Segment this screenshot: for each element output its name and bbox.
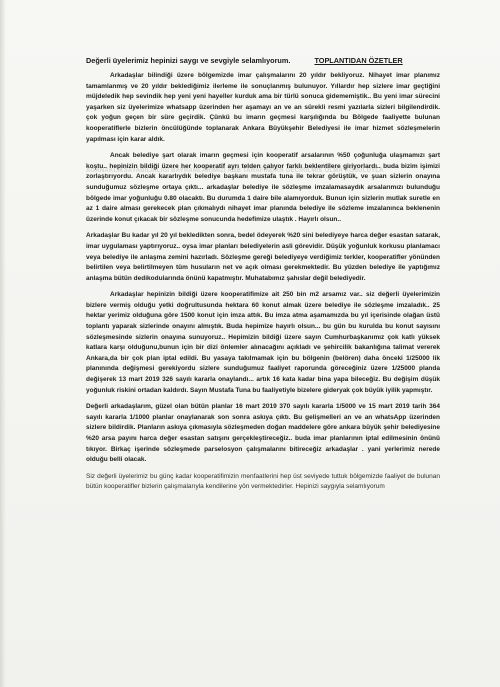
bleed-through-text: AGANAKLIKSAYABILIRLIGI BAYRAMLARIMIZI ABB TARAFINDAN GECIRILMIS OLMA KOSULUYLA xyxy=(86,168,384,174)
paragraph-bedel: Arkadaşlar Bu kadar yıl 20 yıl bekledikten sonra, bedel ödeyerek %20 sini belediyeye harca değer esastan satarak, imar uygulaması yaptırıyoruz.. oysa imar planları belediyelerin asli görevidir. Düşük yoğunluk korkusu planlamacı veya belediye ile anlaşma zemini hazırladı. Sözleşme gereği belediyeye verdiğimiz terkler, kooperatifler yönünden belirtilen veya belirtilmeyen tüm husuların net ve açık olması gerekmektedir. Bu yüzden belediye ile yaptığımız anlaşma bütün dedikodularında önünü kapatmıştır. Muhatabımız şahıslar değil belediyedir. xyxy=(86,232,440,282)
document-title: TOPLANTIDAN ÖZETLER xyxy=(314,56,403,65)
letter-header xyxy=(86,56,440,65)
paragraph-plan-onay: Değerli arkadaşlarım, güzel olan bütün planlar 16 mart 2019 370 sayılı kararla 1/5000 ve 15 mart 2019 tarih 364 sayılı kararla 1/1000 planlar onaylanarak son sonra askıya çıktı. Bu gelişmelleri an ve an whatsApp üzerinden sizlere bildirdik. Planların askıya çıkmasıyla sözleşmeden doğan maddelere göre ankara büyük şehir belediyesine %20 arsa payını harca değer esastan satışını gerçekleştireceğiz.. buda imar planlarının iptal edilmesinin önünü tıkıyor. Birkaç işerinde sözleşmede parselosyon çalışmalarını bitireceğiz arkadaşlar . yani yerlerimiz nerede olduğu belli olacak. xyxy=(86,403,440,464)
paragraph-closing: Siz değerli üyelerimiz bu günç kadar kooperatifimizin menfaatlerini hep üst seviyede tuttuk bölgemizde faaliyet de bulunan bütün kooperatifler bizlerin çalışmalarıyla kendilerine yön vermektedirler. Hepinizi saygıyla selamlıyorum xyxy=(86,472,440,491)
paragraph-konut-sayisi: Arkadaşlar hepinizin bildiği üzere kooperatifimize ait 250 bin m2 arsamız var.. siz değerli üyelerimizin bizlere vermiş olduğu yetki doğrultusunda hektara 60 konut almak üzere belediye ile sözleşme imzaladık.. 25 hektar yerimiz olduğuna göre 1500 konut için imza attık. Bu imza atma aşamamızda bu yıl içerisinde olağan üstü toplantı yaparak sizlerinde onayını almıştık. Buda hepimize hayırlı olsun... bu gün bu kurulda bu konut sayısını sözleşmesinde sizlerin onayına sunuyoruz.. Hepimizin bildiği üzere sayın Cumhurbaşkanımız çok katlı yüksek katlara karşı olduğunu,bunun için bir dizi önlemler alınacağını açıkladı ve şehircilik bakanlığına talimat vererek Ankara,da bir çok plan iptal edildi. Bu yasaya takılmamak için bu bölgenin (belören) daha önceki 1/25000 lik planınında değişmesi gerekiyordu sizlere sunduğumuz faaliyet raporunda göreceğiniz üzere 1/25000 planda değişerek 13 mart 2019 326 sayılı kararla onaylandı... artık 16 kata kadar bina yapa bileceğiz. Bu değişim düşük yoğunluk riskini ortadan kaldırdı. Sayın Mustafa Tuna bu faaliyetiyle bizelere gideryak çok büyük iyilik yapmıştır. xyxy=(86,291,440,394)
greeting-line: Değerli üyelerimiz hepinizi saygı ve sevgiyle selamlıyorum. xyxy=(86,56,291,65)
paragraph-imar-plan: Arkadaşlar bilindiği üzere bölgemizde imar çalışmalarını 20 yıldır bekliyoruz. Nihayet imar planımız tamamlanmış ve 20 yıldır beklediğimiz ilerleme ile sonuçlanmış bulunuyor. Yıllardır hep sizlere imar geçtiğini müjdeledik hep sevindik hep yeni yeni hayeller kurduk ama bir türlü sonuca gidememiştik.. Bu yeni imar sürecini yaşarken siz üyelerimize whatsapp üzerinden her aşamayı an ve an sürekli resmi yazılarla sizleri bilgilendirdik. çok yoğun geçen bir süre geçirdik. Çünkü bu imarın geçmesi karşılığında bu Bölgede faaliyette bulunan kooperatiflerle bizlerin öncülüğünde toplanarak Ankara Büyükşehir Belediyesi ile imar hizmet sözleşmelerin yapılması için karar aldık. xyxy=(86,72,440,143)
paragraph-belediye-sart: Ancak belediye şart olarak imarın geçmesi için kooperatif arsalarının %50 çoğunluğa ulaşmamızı şart koştu.. hepinizin bildiği üzere her kooperatif ayrı telden çalıyor farklı beklentilere giriyorlardı.. buda bizim işimizi zorlaştırıyordu. Ancak kararlıydık belediye başkanı mustafa tuna ile tekrar görüştük, ve şuan sizlerin onayına sunduğumuz sözleşme ortaya çıktı... arkadaşlar belediye ile sözleşme imzalamasaydık arsalarımızı bulunduğu bölgede imar yoğunluğu 0.80 olacaktı. Bu durumda 1 daire bile alamıyorduk. Bunun için sizlerin mutlak suretle en az 1 daire alması gerekecek plan çıkmalıydı nihayet imar planında belediye ile sözleme imzalanınca beklenenin üzerinde konut çıkacak bir sözleşme sonucunda hedefimize ulaştık . Hayırlı olsun.. xyxy=(86,152,440,223)
